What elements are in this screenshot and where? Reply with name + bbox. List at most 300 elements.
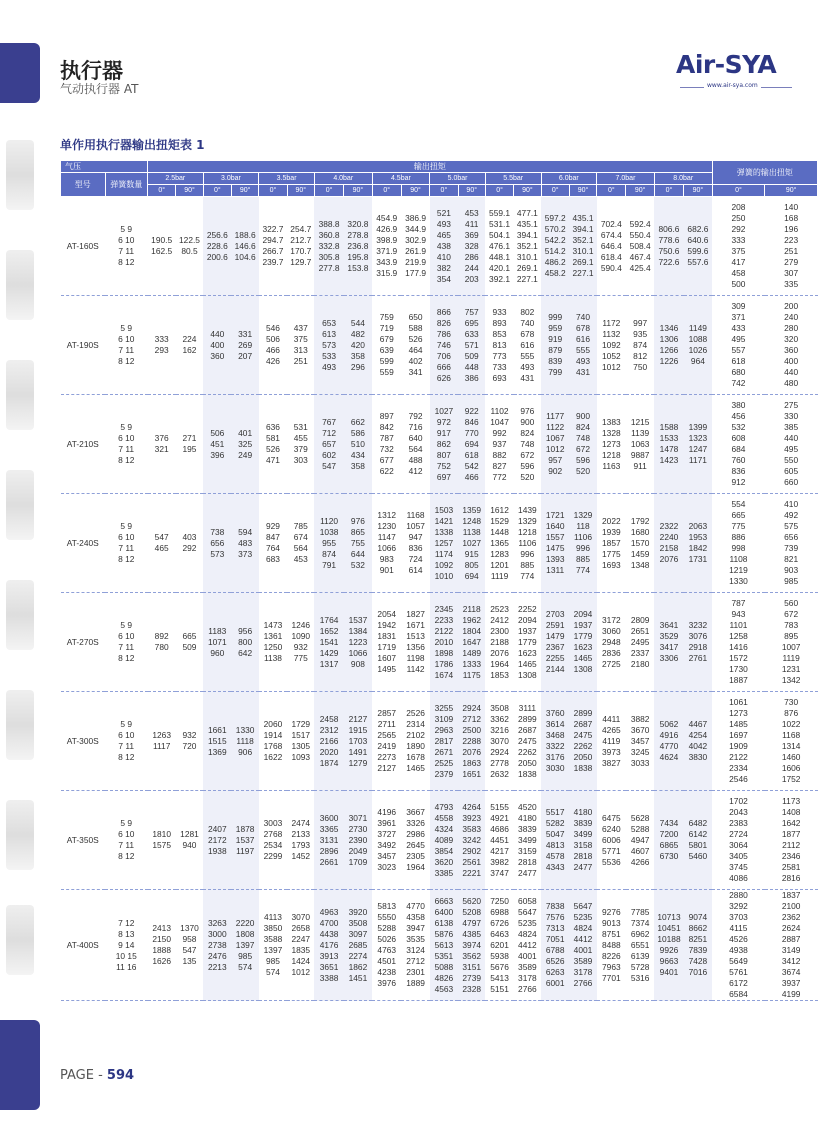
torque-value: 1328 (602, 427, 621, 438)
spring-qty-value: 5 9 (120, 719, 133, 729)
torque-cell (203, 791, 231, 890)
torque-value: 6551 (630, 939, 650, 950)
torque-value: 960 (210, 647, 225, 658)
torque-value: 760 (731, 455, 746, 465)
spring-qty-value: 6 10 (118, 631, 135, 641)
torque-value: 2213 (207, 961, 227, 972)
torque-value: 2221 (462, 867, 482, 878)
torque-value: 2658 (291, 923, 311, 933)
torque-cell (597, 791, 626, 890)
torque-value: 1898 (434, 647, 454, 658)
torque-value: 900 (520, 416, 535, 427)
torque-value: 720 (182, 741, 197, 751)
product-thumbnail (6, 250, 34, 320)
torque-value: 1010 (434, 570, 454, 581)
torque-value: 574 (265, 967, 280, 977)
torque-value: 526 (265, 444, 280, 454)
torque-value: 599 (379, 356, 394, 366)
torque-value: 2158 (659, 543, 679, 553)
torque-value: 3614 (545, 719, 565, 729)
torque-cell (372, 692, 401, 791)
torque-cell (654, 593, 683, 692)
torque-value: 438 (436, 240, 451, 251)
torque-value: 476.1 (489, 240, 511, 251)
torque-value: 2076 (490, 647, 509, 658)
torque-value: 4115 (729, 923, 748, 933)
torque-value: 3030 (545, 763, 565, 773)
torque-value: 1557 (545, 532, 565, 542)
spring-qty-cell (105, 197, 147, 296)
torque-value: 1119 (782, 653, 800, 663)
torque-value: 2127 (348, 713, 368, 724)
torque-value: 2050 (518, 757, 537, 768)
torque-cell (458, 395, 485, 494)
torque-value: 1513 (406, 631, 425, 641)
table-row (61, 395, 818, 494)
pressure-header-cell: 3.0bar (203, 173, 259, 185)
torque-value: 208 (731, 202, 746, 212)
torque-cell (401, 692, 429, 791)
spring-qty-value: 6 10 (118, 532, 135, 542)
torque-value: 959 (548, 323, 563, 333)
torque-value: 544 (350, 317, 365, 328)
torque-cell (684, 395, 713, 494)
torque-value: 310.1 (572, 246, 594, 256)
torque-value: 787 (731, 598, 746, 608)
spring-qty-value: 8 12 (118, 752, 135, 762)
torque-value: 1730 (729, 664, 748, 674)
torque-value: 1537 (348, 614, 368, 625)
torque-value: 1661 (207, 724, 227, 735)
torque-value: 3468 (545, 730, 565, 740)
torque-value: 401 (238, 427, 253, 438)
torque-value: 2166 (319, 735, 339, 746)
torque-value: 341 (408, 367, 423, 377)
torque-value: 2346 (781, 851, 801, 861)
page-number (60, 1068, 134, 1083)
torque-value: 4520 (518, 801, 537, 812)
torque-value: 3385 (434, 867, 454, 878)
torque-value: 1626 (152, 956, 171, 966)
brand-url: www.air-sya.com (704, 82, 761, 89)
angle-header-cell: 0° (314, 185, 343, 197)
torque-value: 3158 (573, 840, 593, 850)
torque-value: 2526 (406, 708, 425, 718)
torque-cell (654, 296, 683, 395)
torque-value: 1356 (406, 642, 425, 652)
torque-table-body (61, 197, 818, 1001)
torque-value: 1478 (659, 444, 679, 454)
torque-value: 748 (576, 433, 590, 443)
torque-value: 2188 (490, 636, 509, 647)
torque-value: 940 (182, 840, 197, 850)
torque-value: 5813 (377, 901, 397, 911)
torque-value: 1808 (235, 928, 255, 939)
torque-value: 9013 (602, 917, 621, 928)
torque-value: 2299 (263, 851, 283, 861)
torque-value: 983 (379, 554, 394, 564)
torque-value: 2761 (688, 653, 708, 663)
torque-cell (541, 296, 569, 395)
product-thumbnail (6, 905, 34, 975)
torque-value: 3388 (319, 972, 339, 983)
torque-value: 1092 (602, 339, 621, 350)
torque-value: 488 (408, 455, 423, 465)
torque-cell (597, 494, 626, 593)
torque-value: 3326 (406, 818, 425, 828)
torque-value: 1066 (348, 647, 368, 658)
torque-value: 4412 (573, 934, 593, 944)
torque-value: 757 (464, 306, 479, 317)
spring-qty-cell (105, 890, 147, 1001)
torque-cell (485, 593, 513, 692)
torque-value: 3703 (729, 912, 748, 922)
torque-cell (176, 395, 203, 494)
torque-value: 1088 (688, 334, 708, 344)
torque-value: 559 (379, 367, 394, 377)
torque-value: 573 (322, 339, 337, 350)
torque-value: 196 (784, 224, 799, 234)
torque-cell (401, 296, 429, 395)
torque-value: 4770 (406, 901, 425, 911)
angle-header-cell: 0° (259, 185, 287, 197)
torque-value: 2948 (602, 636, 621, 647)
torque-value: 666 (436, 361, 451, 372)
torque-value: 1102 (490, 405, 509, 416)
torque-value: 3760 (545, 708, 565, 718)
torque-value: 5938 (490, 950, 509, 961)
angle-header-cell: 90° (626, 185, 654, 197)
torque-cell (372, 197, 401, 296)
torque-value: 677 (379, 455, 394, 465)
torque-value: 2144 (545, 664, 565, 674)
torque-cell (259, 494, 287, 593)
torque-cell (514, 791, 541, 890)
torque-value: 682.6 (687, 224, 709, 234)
torque-value: 190.5 (151, 235, 173, 245)
torque-value: 892 (154, 631, 169, 641)
torque-cell (569, 197, 596, 296)
torque-value: 712 (322, 427, 337, 438)
torque-value: 1263 (152, 730, 171, 740)
torque-value: 1168 (782, 730, 801, 740)
torque-value: 1061 (729, 697, 748, 707)
torque-value: 394.1 (572, 224, 594, 234)
torque-value: 360 (784, 345, 799, 355)
torque-value: 5536 (602, 856, 621, 867)
pressure-header-cell: 4.0bar (314, 173, 372, 185)
torque-value: 1537 (235, 834, 255, 845)
torque-value: 508.4 (629, 240, 651, 251)
torque-value: 3064 (729, 840, 748, 850)
torque-value: 1671 (406, 620, 425, 630)
torque-value: 1421 (434, 515, 454, 526)
torque-value: 836 (408, 543, 423, 553)
torque-cell (314, 197, 343, 296)
torque-cell (712, 890, 765, 1001)
torque-value: 547 (182, 945, 197, 955)
torque-cell (514, 296, 541, 395)
torque-value: 5155 (490, 801, 509, 812)
torque-value: 3827 (602, 757, 621, 768)
torque-cell (458, 197, 485, 296)
torque-value: 4180 (573, 807, 593, 817)
torque-cell (684, 692, 713, 791)
torque-value: 207 (238, 350, 253, 361)
torque-cell (401, 593, 429, 692)
torque-value: 433 (731, 323, 746, 333)
torque-cell (344, 692, 372, 791)
torque-value: 279 (784, 257, 799, 267)
side-tab-strip (0, 0, 40, 1121)
torque-value: 1317 (319, 658, 339, 669)
torque-value: 570.2 (544, 224, 566, 234)
torque-value: 1804 (462, 625, 482, 636)
torque-value: 1517 (291, 730, 311, 740)
torque-cell (287, 791, 314, 890)
torque-value: 2857 (377, 708, 397, 718)
product-thumbnail (6, 140, 34, 210)
torque-value: 320 (784, 334, 799, 344)
torque-value: 6865 (659, 840, 679, 850)
torque-cell (541, 593, 569, 692)
torque-value: 5208 (462, 906, 482, 917)
torque-value: 500 (731, 279, 746, 289)
torque-value: 2500 (462, 724, 482, 735)
torque-cell (344, 791, 372, 890)
torque-value: 6962 (630, 928, 650, 939)
torque-value: 9887 (630, 449, 650, 460)
torque-value: 480 (784, 378, 799, 388)
torque-value: 4578 (545, 851, 565, 861)
model-cell: AT-270S (61, 593, 106, 692)
torque-value: 464 (408, 345, 423, 355)
torque-value: 2738 (207, 939, 227, 950)
torque-value: 6584 (729, 989, 748, 999)
torque-value: 1810 (152, 829, 171, 839)
spring-qty-value: 5 9 (120, 521, 133, 531)
torque-value: 396 (210, 449, 225, 460)
torque-value: 792 (408, 411, 423, 421)
model-cell: AT-400S (61, 890, 106, 1001)
torque-value: 897 (379, 411, 394, 421)
torque-cell (597, 296, 626, 395)
torque-value: 369 (464, 229, 479, 240)
torque-value: 1837 (781, 890, 801, 900)
torque-value: 653 (322, 317, 337, 328)
torque-value: 644 (350, 548, 365, 559)
torque-value: 684 (731, 444, 746, 454)
torque-value: 695 (464, 317, 479, 328)
torque-value: 935 (633, 328, 648, 339)
torque-value: 411 (465, 218, 479, 229)
torque-value: 3457 (630, 735, 650, 746)
torque-cell (430, 197, 458, 296)
torque-cell (430, 890, 458, 1001)
torque-cell (597, 395, 626, 494)
torque-cell (287, 296, 314, 395)
torque-cell (597, 593, 626, 692)
torque-value: 437 (293, 323, 308, 333)
torque-value: 3588 (263, 934, 283, 944)
torque-value: 4624 (659, 752, 679, 762)
torque-value: 4411 (602, 713, 621, 724)
torque-value: 547 (322, 460, 337, 471)
torque-value: 467.4 (629, 251, 651, 262)
torque-value: 3620 (434, 856, 454, 867)
torque-value: 354 (436, 273, 451, 284)
torque-value: 400 (210, 339, 225, 350)
torque-value: 129.7 (290, 257, 312, 267)
torque-value: 371 (731, 312, 746, 322)
torque-value: 1226 (659, 356, 679, 366)
torque-value: 5062 (659, 719, 679, 729)
torque-value: 3242 (462, 834, 482, 845)
torque-value: 1067 (545, 433, 565, 443)
torque-value: 2288 (462, 735, 482, 746)
torque-value: 2899 (573, 708, 593, 718)
model-cell: AT-350S (61, 791, 106, 890)
torque-value: 605 (784, 466, 799, 476)
torque-value: 200.6 (206, 251, 228, 262)
torque-value: 646.4 (600, 240, 622, 251)
torque-value: 1485 (729, 719, 748, 729)
torque-value: 1642 (781, 818, 801, 828)
torque-value: 1702 (729, 796, 748, 806)
torque-value: 1623 (573, 642, 593, 652)
torque-value: 420 (350, 339, 365, 350)
torque-value: 482 (350, 328, 365, 339)
torque-value: 2475 (518, 735, 537, 746)
torque-value: 2816 (781, 873, 801, 883)
torque-value: 398.9 (376, 235, 398, 245)
spring-output-header: 弹簧的输出扭矩 (712, 161, 817, 185)
torque-cell (684, 197, 713, 296)
torque-value: 3245 (630, 746, 650, 757)
torque-value: 1697 (729, 730, 748, 740)
torque-value: 417 (731, 257, 746, 267)
torque-value: 1012 (291, 967, 311, 977)
torque-value: 6400 (434, 906, 454, 917)
torque-value: 4793 (434, 801, 454, 812)
output-torque-header: 输出扭矩 (148, 161, 713, 173)
torque-value: 6142 (688, 829, 708, 839)
torque-value: 493 (322, 361, 337, 372)
torque-value: 386 (464, 372, 479, 383)
torque-value: 506 (265, 334, 280, 344)
torque-value: 4042 (688, 741, 708, 751)
torque-value: 680 (731, 367, 746, 377)
torque-value: 6730 (659, 851, 679, 861)
torque-value: 520 (576, 466, 590, 476)
torque-value: 5771 (602, 845, 621, 856)
torque-value: 2495 (630, 636, 650, 647)
torque-value: 919 (548, 334, 563, 344)
torque-value: 574 (238, 961, 253, 972)
torque-value: 520 (520, 471, 535, 482)
torque-value: 3362 (490, 713, 509, 724)
torque-value: 7428 (688, 956, 708, 966)
torque-value: 1652 (319, 625, 339, 636)
torque-value: 1729 (291, 719, 311, 729)
torque-cell (712, 296, 765, 395)
torque-value: 626 (436, 372, 451, 383)
spring-qty-value: 7 11 (118, 840, 135, 850)
torque-value: 1709 (348, 856, 368, 867)
torque-value: 1622 (263, 752, 283, 762)
torque-value: 3322 (545, 741, 565, 751)
torque-value: 388.8 (318, 218, 340, 229)
torque-value: 325 (238, 438, 253, 449)
torque-value: 352.1 (572, 235, 594, 245)
torque-value: 706 (436, 350, 451, 361)
torque-value: 2986 (406, 829, 425, 839)
torque-value: 742 (731, 378, 746, 388)
torque-value: 2818 (573, 851, 593, 861)
torque-value: 1174 (434, 548, 453, 559)
torque-cell (514, 890, 541, 1001)
torque-cell (314, 395, 343, 494)
torque-cell (176, 197, 203, 296)
torque-cell (541, 197, 569, 296)
torque-value: 1108 (729, 554, 748, 564)
torque-value: 7250 (490, 895, 509, 906)
torque-value: 168 (784, 213, 799, 223)
angle-header-cell: 0° (203, 185, 231, 197)
table-row (61, 593, 818, 692)
angle-header-cell: 0° (541, 185, 569, 197)
torque-value: 602 (322, 449, 337, 460)
torque-value: 286 (464, 251, 479, 262)
torque-value: 773 (492, 350, 507, 361)
angle-header-cell: 90° (401, 185, 429, 197)
torque-value: 6475 (602, 812, 621, 823)
torque-cell (485, 197, 513, 296)
torque-value: 412 (408, 466, 423, 476)
torque-value: 2712 (462, 713, 482, 724)
torque-value: 650 (408, 312, 423, 322)
torque-cell (148, 395, 176, 494)
torque-value: 4813 (545, 840, 565, 850)
torque-value: 937 (492, 438, 507, 449)
pressure-header-cell: 5.0bar (430, 173, 486, 185)
torque-value: 679 (379, 334, 394, 344)
angle-header-cell: 0° (430, 185, 458, 197)
torque-value: 996 (520, 548, 535, 559)
torque-value: 7576 (545, 912, 565, 922)
torque-value: 2076 (659, 554, 679, 564)
torque-value: 236.8 (347, 240, 369, 251)
torque-value: 1248 (462, 515, 482, 526)
torque-value: 3535 (406, 934, 425, 944)
torque-value: 2102 (406, 730, 425, 740)
torque-value: 2778 (490, 757, 509, 768)
spring-qty-value: 5 9 (120, 818, 133, 828)
torque-cell (569, 296, 596, 395)
torque-value: 839 (548, 356, 563, 366)
torque-value: 224 (182, 334, 197, 344)
torque-value: 1408 (781, 807, 801, 817)
torque-value: 1721 (545, 510, 565, 520)
torque-value: 1215 (630, 416, 650, 427)
torque-value: 2094 (573, 609, 593, 619)
spring-qty-value: 7 11 (118, 246, 135, 256)
torque-value: 1768 (263, 741, 283, 751)
torque-value: 477.1 (516, 207, 538, 218)
torque-value: 618 (731, 356, 746, 366)
torque-value: 4963 (319, 906, 339, 917)
torque-value: 227.1 (572, 268, 594, 278)
